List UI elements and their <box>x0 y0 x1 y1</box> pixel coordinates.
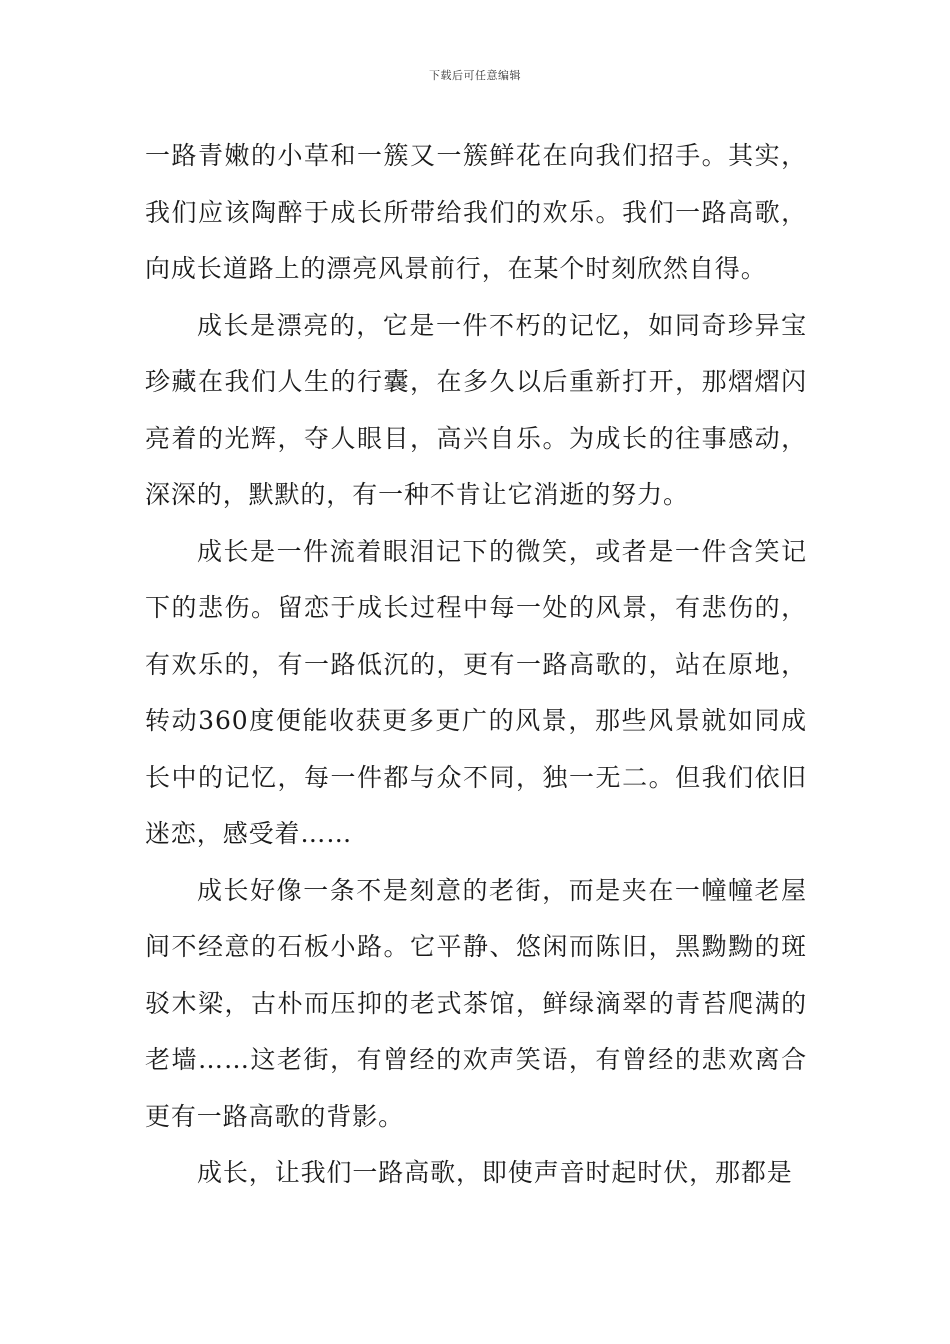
page-header: 下载后可任意编辑 <box>429 69 521 82</box>
paragraph-3: 成长是一件流着眼泪记下的微笑，或者是一件含笑记下的悲伤。留恋于成长过程中每一处的风景，有悲伤的，有欢乐的，有一路低沉的，更有一路高歌的，站在原地，转动360度便能收获更多更广的风景，那些风景就如同成长中的记忆，每一件都与众不同，独一无二。但我们依旧迷恋，感受着…… <box>145 536 807 848</box>
paragraph-4: 成长好像一条不是刻意的老街，而是夹在一幢幢老屋间不经意的石板小路。它平静、悠闲而陈旧，黑黝黝的斑驳木梁，古朴而压抑的老式茶馆，鲜绿滴翠的青苔爬满的老墙……这老街，有曾经的欢声笑语，有曾经的悲欢离合更有一路高歌的背影。 <box>145 875 807 1131</box>
document-body <box>145 128 807 1202</box>
paragraph-1: 一路青嫩的小草和一簇又一簇鲜花在向我们招手。其实，我们应该陶醉于成长所带给我们的欢乐。我们一路高歌，向成长道路上的漂亮风景前行，在某个时刻欣然自得。 <box>145 141 807 283</box>
paragraph-5: 成长，让我们一路高歌，即使声音时起时伏，那都是 <box>197 1158 793 1187</box>
paragraph-2: 成长是漂亮的，它是一件不朽的记忆，如同奇珍异宝珍藏在我们人生的行囊，在多久以后重新打开，那熠熠闪亮着的光辉，夺人眼目，高兴自乐。为成长的往事感动，深深的，默默的，有一种不肯让它消逝的努力。 <box>145 310 807 509</box>
